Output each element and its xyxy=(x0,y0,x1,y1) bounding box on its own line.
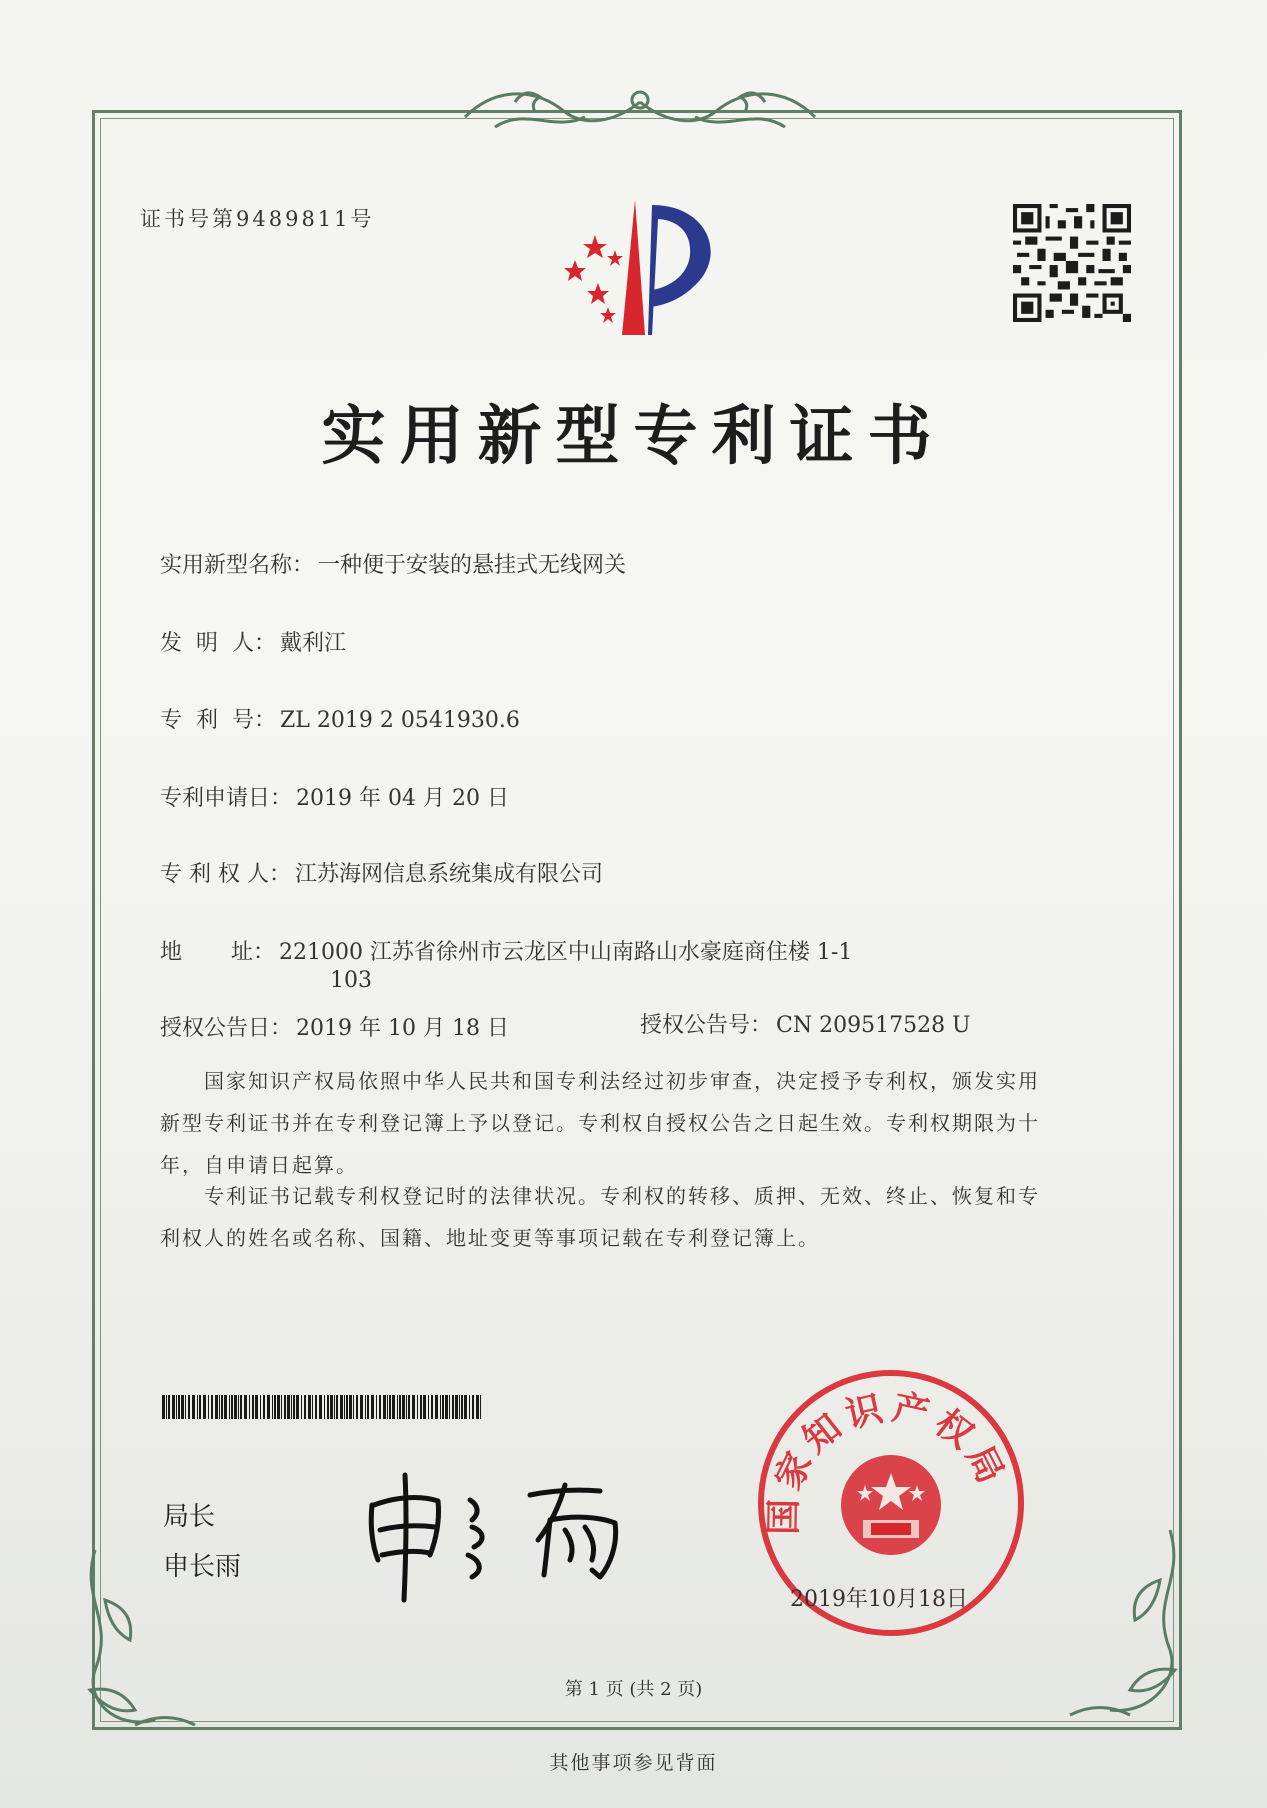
field-label: 发 明 人： xyxy=(160,631,276,656)
field-label: 专 利 权 人： xyxy=(160,862,291,887)
field-label: 授权公告日： xyxy=(160,1016,293,1041)
field-label: 地 址： xyxy=(160,940,275,965)
director-signature xyxy=(360,1465,660,1605)
field-value: 221000 江苏省徐州市云龙区中山南路山水豪庭商住楼 1-1 xyxy=(278,940,853,965)
field-patent-number xyxy=(160,703,520,734)
legal-status-paragraph xyxy=(160,1175,1115,1259)
field-value: 一种便于安装的悬挂式无线网关 xyxy=(318,553,627,578)
page-number: 第 1 页 (共 2 页) xyxy=(564,1679,703,1700)
field-patentee xyxy=(160,857,603,888)
grant-statement-paragraph xyxy=(160,1060,1115,1186)
paragraph-line: 利权人的姓名或名称、国籍、地址变更等事项记载在专利登记簿上。 xyxy=(160,1226,820,1250)
director-title: 局长 xyxy=(163,1502,216,1532)
certificate-title: 实用新型专利证书 xyxy=(321,400,946,474)
field-address xyxy=(160,935,852,966)
footer-note: 其他事项参见背面 xyxy=(549,1752,718,1774)
paragraph-line: 专利证书记载专利权登记时的法律状况。专利权的转移、质押、无效、终止、恢复和专 xyxy=(204,1184,1040,1208)
field-value: 江苏海网信息系统集成有限公司 xyxy=(294,862,603,887)
top-ornament-icon xyxy=(455,72,825,142)
field-label: 授权公告号： xyxy=(640,1013,773,1038)
field-grant-date xyxy=(160,1011,509,1042)
field-value: CN 209517528 U xyxy=(776,1013,971,1038)
field-grant-number xyxy=(640,1008,971,1039)
field-address-line2: 103 xyxy=(330,968,372,993)
director-name: 申长雨 xyxy=(163,1552,242,1582)
field-label: 专利申请日： xyxy=(160,786,293,811)
field-value: 2019 年 04 月 20 日 xyxy=(296,786,509,811)
paragraph-line: 年，自申请日起算。 xyxy=(160,1153,358,1177)
barcode-icon xyxy=(162,1395,484,1419)
field-label: 专 利 号： xyxy=(160,708,276,733)
paragraph-line: 国家知识产权局依照中华人民共和国专利法经过初步审查，决定授予专利权，颁发实用 xyxy=(204,1069,1040,1093)
field-label: 实用新型名称： xyxy=(160,553,315,578)
field-value: 2019 年 10 月 18 日 xyxy=(296,1016,509,1041)
svg-text:国家知识产权局: 国家知识产权局 xyxy=(762,1386,1015,1536)
field-value: ZL 2019 2 0541930.6 xyxy=(279,708,520,733)
cnipa-logo-icon xyxy=(540,195,740,345)
seal-date: 2019年10月18日 xyxy=(790,1587,968,1612)
field-inventor xyxy=(160,626,346,657)
certificate-number: 证书号第9489811号 xyxy=(140,207,375,231)
qr-code-icon xyxy=(1013,204,1131,322)
field-utility-model-name xyxy=(160,548,626,579)
paragraph-line: 新型专利证书并在专利登记簿上予以登记。专利权自授权公告之日起生效。专利权期限为十 xyxy=(160,1111,1040,1135)
field-value: 戴利江 xyxy=(279,631,346,656)
field-application-date xyxy=(160,781,509,812)
